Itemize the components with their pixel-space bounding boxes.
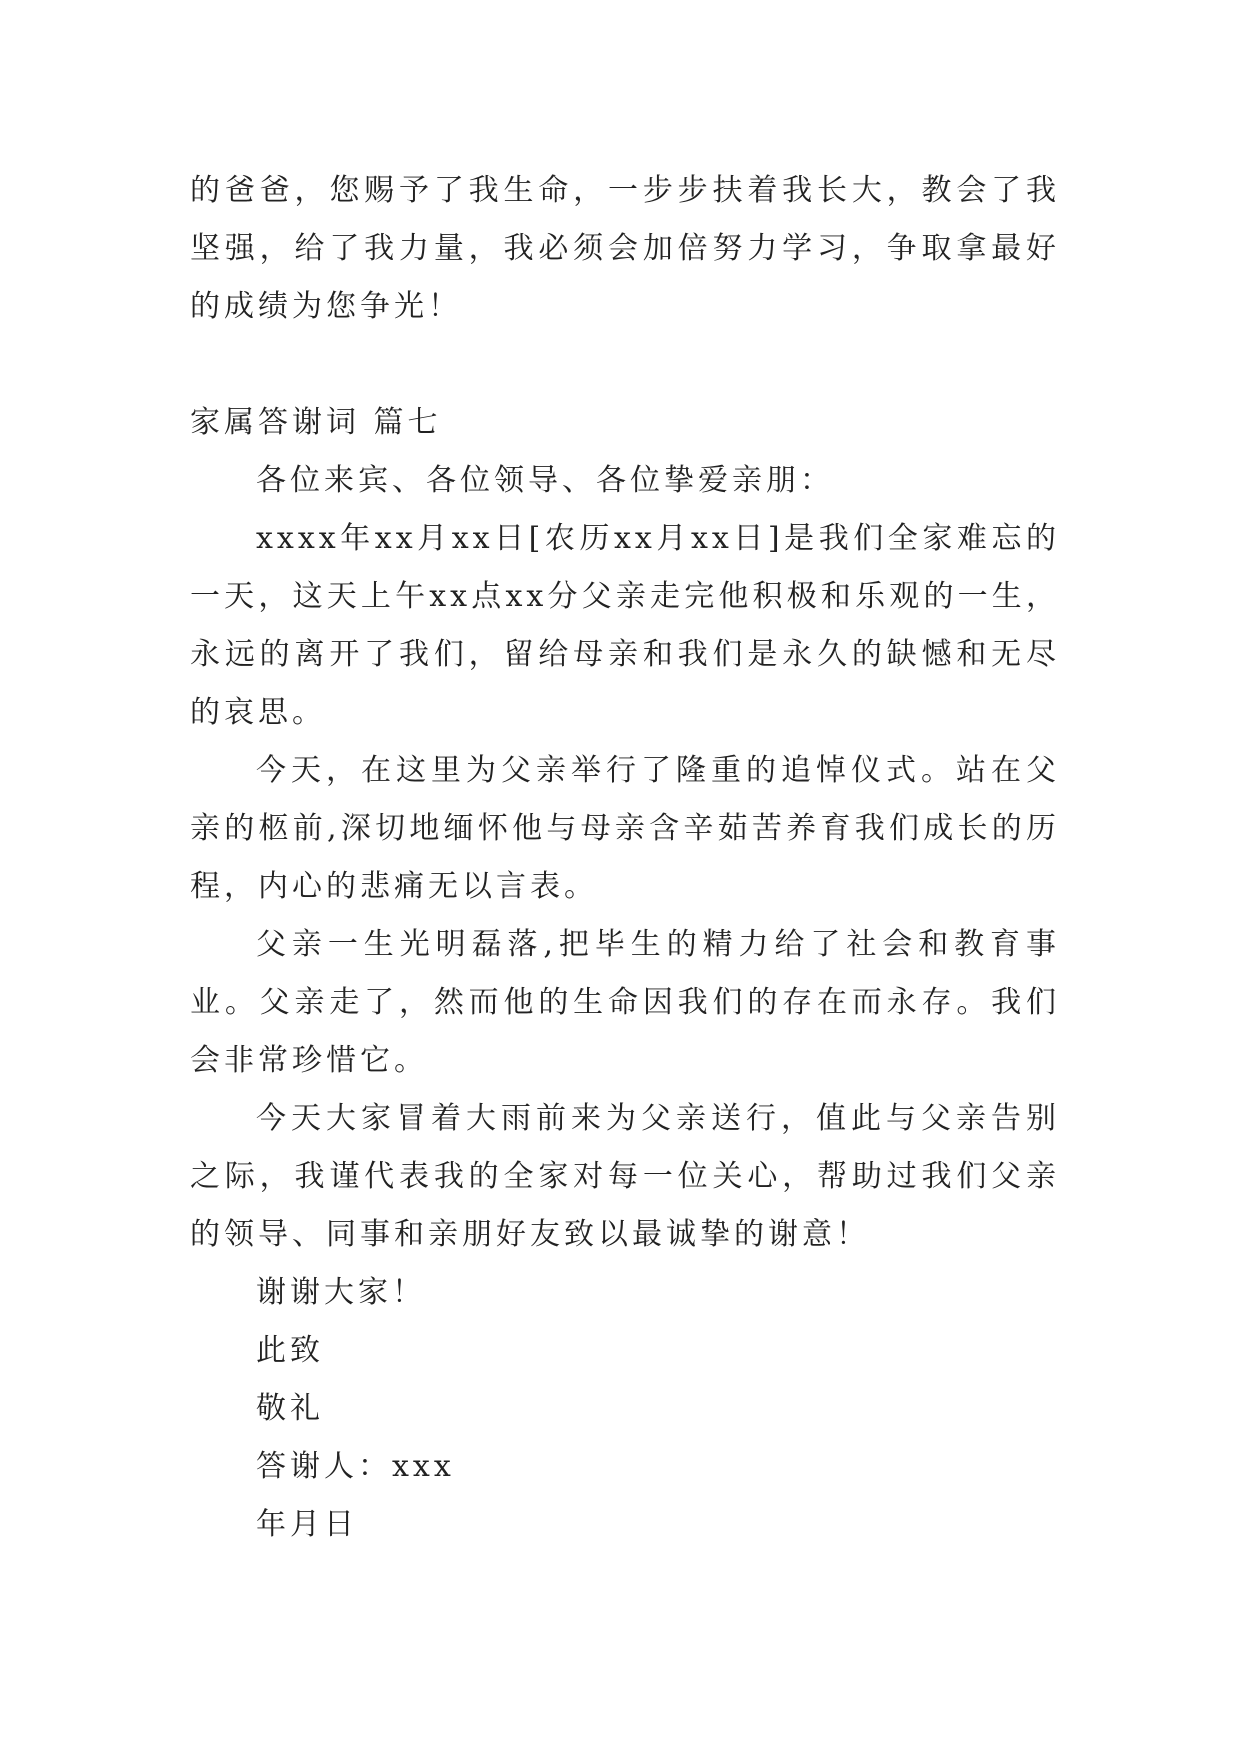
body-paragraph: 今天大家冒着大雨前来为父亲送行，值此与父亲告别之际，我谨代表我的全家对每一位关心，帮助过我们父亲的领导、同事和亲朋好友致以最诚挚的谢意！ [190,1101,1060,1252]
body-paragraph: 父亲一生光明磊落,把毕生的精力给了社会和教育事业。父亲走了，然而他的生命因我们的存在而永存。我们会非常珍惜它。 [190,927,1060,1078]
document-body [190,162,1060,1554]
body-paragraph: xxxx年xx月xx日[农历xx月xx日]是我们全家难忘的一天，这天上午xx点xx分父亲走完他积极和乐观的一生，永远的离开了我们，留给母亲和我们是永久的缺憾和无尽的哀思。 [190,521,1060,730]
closing-cizhi: 此致 [256,1333,324,1368]
section-title: 家属答谢词 篇七 [190,405,442,440]
body-paragraph: 今天，在这里为父亲举行了隆重的追悼仪式。站在父亲的柩前,深切地缅怀他与母亲含辛茹苦养育我们成长的历程，内心的悲痛无以言表。 [190,753,1060,904]
salutation: 各位来宾、各位领导、各位挚爱亲朋： [256,463,834,498]
closing-thanks: 谢谢大家！ [256,1275,426,1310]
signer-line: 答谢人：xxx [256,1449,455,1484]
continuation-paragraph: 的爸爸，您赐予了我生命，一步步扶着我长大，教会了我坚强，给了我力量，我必须会加倍努力学习，争取拿最好的成绩为您争光！ [190,173,1060,324]
closing-jingli: 敬礼 [256,1391,324,1426]
section-spacer [190,336,1060,394]
date-line: 年月日 [256,1507,358,1542]
